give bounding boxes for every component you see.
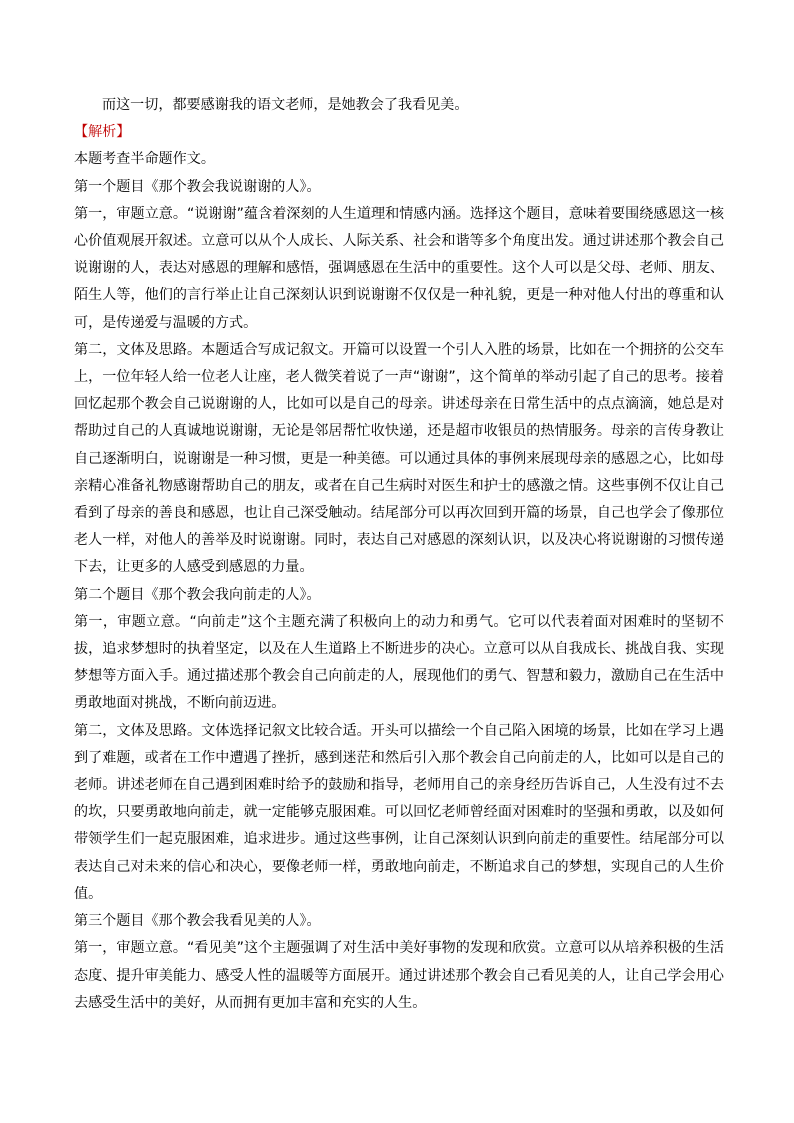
topic2-paragraph-2: 第二，文体及思路。文体选择记叙文比较合适。开头可以描绘一个自己陷入困境的场景，比如在学习上遇到了难题，或者在工作中遭遇了挫折，感到迷茫和然后引入那个教会自己向前走的人，比如可以是自己的老师。讲述老师在自己遇到困难时给予的鼓励和指导，老师用自己的亲身经历告诉自己，人生没有过不去的坎，只要勇敢地向前走，就一定能够克服困难。可以回忆老师曾经面对困难时的坚强和勇敢，以及如何带领学生们一起克服困难，追求进步。通过这些事例，让自己深刻认识到向前走的重要性。结尾部分可以表达自己对未来的信心和决心，要像老师一样，勇敢地向前走，不断追求自己的梦想，实现自己的人生价值。 (74, 722, 724, 902)
analysis-intro: 本题考查半命题作文。 (74, 151, 215, 168)
topic1-title: 第一个题目《那个教会我说谢谢的人》。 (74, 178, 321, 195)
topic3-paragraph-1: 第一，审题立意。“看见美”这个主题强调了对生活中美好事物的发现和欣赏。立意可以从培养积极的生活态度、提升审美能力、感受人性的温暖等方面展开。通过讲述那个教会自己看见美的人，让自己学会用心去感受生活中的美好，从而拥有更加丰富和充实的人生。 (74, 940, 724, 1011)
topic2-title: 第二个题目《那个教会我向前走的人》。 (74, 586, 321, 603)
analysis-heading: 【解析】 (74, 124, 131, 141)
topic1-paragraph-1: 第一，审题立意。“说谢谢”蕴含着深刻的人生道理和情感内涵。选择这个题目，意味着要围绕感恩这一核心价值观展开叙述。立意可以从个人成长、人际关系、社会和谐等多个角度出发。通过讲述那个教会自己说谢谢的人，表达对感恩的理解和感悟，强调感恩在生活中的重要性。这个人可以是父母、老师、朋友、陌生人等，他们的言行举止让自己深刻认识到说谢谢不仅仅是一种礼貌，更是一种对他人付出的尊重和认可，是传递爱与温暖的方式。 (74, 205, 724, 331)
topic3-title: 第三个题目《那个教会我看见美的人》。 (74, 913, 321, 930)
document-page (74, 92, 724, 1017)
intro-sentence: 而这一切，都要感谢我的语文老师，是她教会了我看见美。 (102, 97, 469, 113)
topic1-paragraph-2: 第二，文体及思路。本题适合写成记叙文。开篇可以设置一个引人入胜的场景，比如在一个拥挤的公交车上，一位年轻人给一位老人让座，老人微笑着说了一声“谢谢”，这个简单的举动引起了自己的思考。接着回忆起那个教会自己说谢谢的人，比如可以是自己的母亲。讲述母亲在日常生活中的点点滴滴，她总是对帮助过自己的人真诚地说谢谢，无论是邻居帮忙收快递，还是超市收银员的热情服务。母亲的言传身教让自己逐渐明白，说谢谢是一种习惯，更是一种美德。可以通过具体的事例来展现母亲的感恩之心，比如母亲精心准备礼物感谢帮助自己的朋友，或者在自己生病时对医生和护士的感激之情。这些事例不仅让自己看到了母亲的善良和感恩，也让自己深受触动。结尾部分可以再次回到开篇的场景，自己也学会了像那位老人一样，对他人的善举及时说谢谢。同时，表达自己对感恩的深刻认识，以及决心将说谢谢的习惯传递下去，让更多的人感受到感恩的力量。 (74, 341, 724, 576)
topic2-paragraph-1: 第一，审题立意。“向前走”这个主题充满了积极向上的动力和勇气。它可以代表着面对困难时的坚韧不拔，追求梦想时的执着坚定，以及在人生道路上不断进步的决心。立意可以从自我成长、挑战自我、实现梦想等方面入手。通过描述那个教会自己向前走的人，展现他们的勇气、智慧和毅力，激励自己在生活中勇敢地面对挑战，不断向前迈进。 (74, 613, 724, 712)
